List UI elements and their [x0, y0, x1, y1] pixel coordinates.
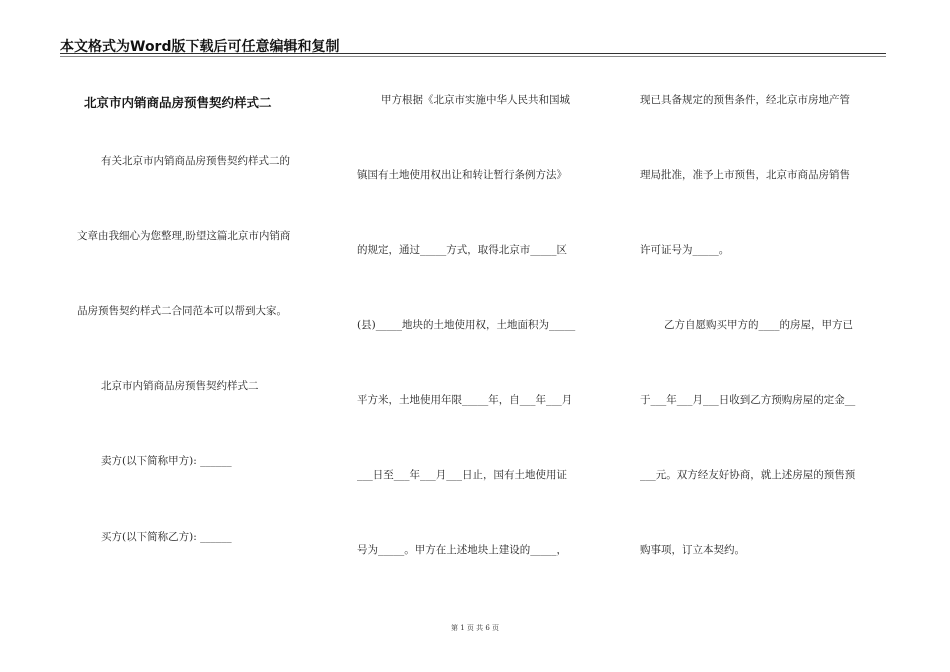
right-line: 现已具备规定的预售条件，经北京市房地产管 — [640, 94, 850, 106]
buyer-line: 买方(以下简称乙方): ______ — [101, 531, 232, 543]
middle-line: 镇国有土地使用权出让和转让暂行条例方法》 — [357, 169, 567, 181]
left-line: 有关北京市内销商品房预售契约样式二的 — [101, 155, 290, 167]
header-rule-thin — [60, 56, 886, 57]
right-line: 乙方自愿购买甲方的____的房屋，甲方已 — [664, 319, 853, 331]
document-title: 北京市内销商品房预售契约样式二 — [84, 95, 272, 110]
left-line: 文章由我细心为您整理,盼望这篇北京市内销商 — [77, 230, 291, 242]
page-number: 第 1 页 共 6 页 — [450, 624, 500, 632]
middle-line: 号为_____。甲方在上述地块上建设的_____， — [357, 544, 567, 556]
header-rule — [60, 53, 886, 54]
middle-line: 的规定，通过_____方式，取得北京市_____区 — [357, 244, 567, 256]
middle-line: ___日至___年___月___日止，国有土地使用证 — [357, 469, 567, 481]
right-line: 理局批准，准予上市预售，北京市商品房销售 — [640, 169, 850, 181]
right-line: ___元。双方经友好协商，就上述房屋的预售预 — [640, 469, 856, 481]
seller-line: 卖方(以下简称甲方): ______ — [101, 455, 232, 467]
header-title: 本文格式为Word版下载后可任意编辑和复制 — [60, 39, 340, 55]
left-line: 品房预售契约样式二合同范本可以帮到大家。 — [77, 305, 287, 317]
left-line: 北京市内销商品房预售契约样式二 — [101, 380, 259, 392]
right-line: 许可证号为_____。 — [640, 244, 730, 256]
right-line: 购事项，订立本契约。 — [640, 544, 745, 556]
middle-line: 平方米，土地使用年限_____年，自___年___月 — [357, 394, 573, 406]
right-line: 于___年___月___日收到乙方预购房屋的定金__ — [640, 394, 856, 406]
middle-line: 甲方根据《北京市实施中华人民共和国城 — [381, 94, 570, 106]
middle-line: (县)_____地块的土地使用权，土地面积为_____ — [357, 319, 576, 331]
